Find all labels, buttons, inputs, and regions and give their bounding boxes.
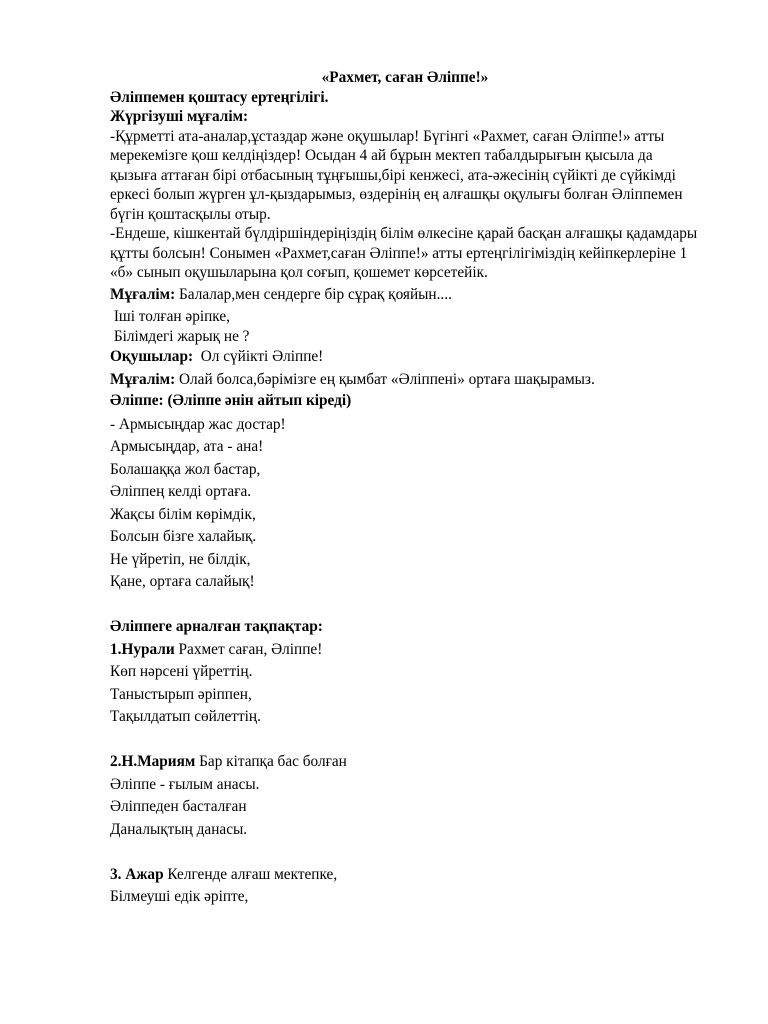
song-line: Не үйретіп, не білдік, xyxy=(110,550,251,568)
poem-block xyxy=(110,751,700,841)
poem-first-line xyxy=(110,864,700,887)
poem-first-line xyxy=(110,639,700,662)
song-line: Жақсы білім көрімдік, xyxy=(110,505,256,523)
host-heading: Жүргізуші мұғалім: xyxy=(110,108,249,125)
students-line xyxy=(110,347,700,367)
teacher-text: Балалар,мен сендерге бір сұрақ қояйын.... xyxy=(175,285,452,303)
poem-line: Көп нәрсені үйреттің. xyxy=(110,663,253,680)
event-subtitle: Әліппемен қоштасу ертеңгілігі. xyxy=(110,88,329,106)
song-line: Әліппең келді ортаға. xyxy=(110,483,252,500)
alippe-heading: Әліппе: (Әліппе әнін айтып кіреді) xyxy=(110,392,352,409)
poems-heading: Әліппеге арналған тақпақтар: xyxy=(110,618,323,635)
spacer xyxy=(110,594,700,617)
poem-line: Тақылдатып сөйлеттің. xyxy=(110,708,261,725)
poem-line: Әліппеден басталған xyxy=(110,798,247,815)
teacher-text: Олай болса,бәрімізге ең қымбат «Әліппені» ортаға шақырамыз. xyxy=(175,370,595,388)
teacher-speaker-label: Мұғалім: xyxy=(110,285,176,303)
spacer xyxy=(110,841,700,864)
song-line: Армысыңдар, ата - ана! xyxy=(110,438,264,455)
alippe-song xyxy=(110,414,700,594)
spacer xyxy=(110,729,700,752)
document-page xyxy=(110,68,700,909)
poem-line-text: Бар кітапқа бас болған xyxy=(195,753,347,770)
poem-block xyxy=(110,864,700,909)
teacher-speaker-label: Мұғалім: xyxy=(110,370,176,388)
poem-line: Даналықтың данасы. xyxy=(110,820,248,838)
song-line: Болсын бізге халайық. xyxy=(110,528,257,545)
song-line: - Армысыңдар жас достар! xyxy=(110,415,286,433)
poem-line-text: Келгенде алғаш мектепке, xyxy=(163,865,338,883)
teacher-line-2 xyxy=(110,370,700,390)
poem-first-line xyxy=(110,751,700,774)
riddle-line: Іші толған әріпке, xyxy=(110,308,230,325)
poem-line-text: Рахмет саған, Әліппе! xyxy=(174,640,323,658)
poem-block xyxy=(110,639,700,729)
students-text: Ол сүйікті Әліппе! xyxy=(193,348,324,365)
poem-speaker: 3. Ажар xyxy=(110,865,164,883)
poem-speaker: 1.Нурали xyxy=(110,640,175,658)
riddle-line: Білімдегі жарық не ? xyxy=(110,327,250,345)
host-paragraph-1: -Құрметті ата-аналар,ұстаздар және оқушылар! Бүгінгі «Рахмет, саған Әліппе!» атты мерекемізге қош келдіңіздер! Осыдан 4 ай бұрын мектеп табалдырығын қысыла да қызыға аттаған бірі отбасының тұңғышы,бірі кенжесі, ата-әжесінің сүйікті де сүйкімді еркесі болып жүрген ұл-қыздарымыз, өздерінің ең алғашқы оқулығы болған Әліппемен бүгін қоштасқылы отыр. xyxy=(110,127,683,223)
poem-speaker: 2.Н.Мариям xyxy=(110,753,196,770)
song-line: Болашаққа жол бастар, xyxy=(110,460,261,478)
document-title: «Рахмет, саған Әліппе!» xyxy=(321,69,489,86)
song-line: Қане, ортаға салайық! xyxy=(110,573,255,590)
poem-line: Әліппе - ғылым анасы. xyxy=(110,775,260,793)
teacher-line-1 xyxy=(110,285,700,305)
host-paragraph-2: -Ендеше, кішкентай бүлдіршіндеріңіздің білім өлкесіне қарай басқан алғашқы қадамдары құтты болсын! Сонымен «Рахмет,саған Әліппе!» атты ертеңгілігіміздің кейіпкерлеріне 1 «б» сынып оқушыларына қол соғып, қошемет көрсетейік. xyxy=(110,225,698,281)
students-speaker-label: Оқушылар: xyxy=(110,348,194,365)
poem-line: Таныстырып әріппен, xyxy=(110,685,252,703)
poem-line: Білмеуші едік әріпте, xyxy=(110,888,249,905)
